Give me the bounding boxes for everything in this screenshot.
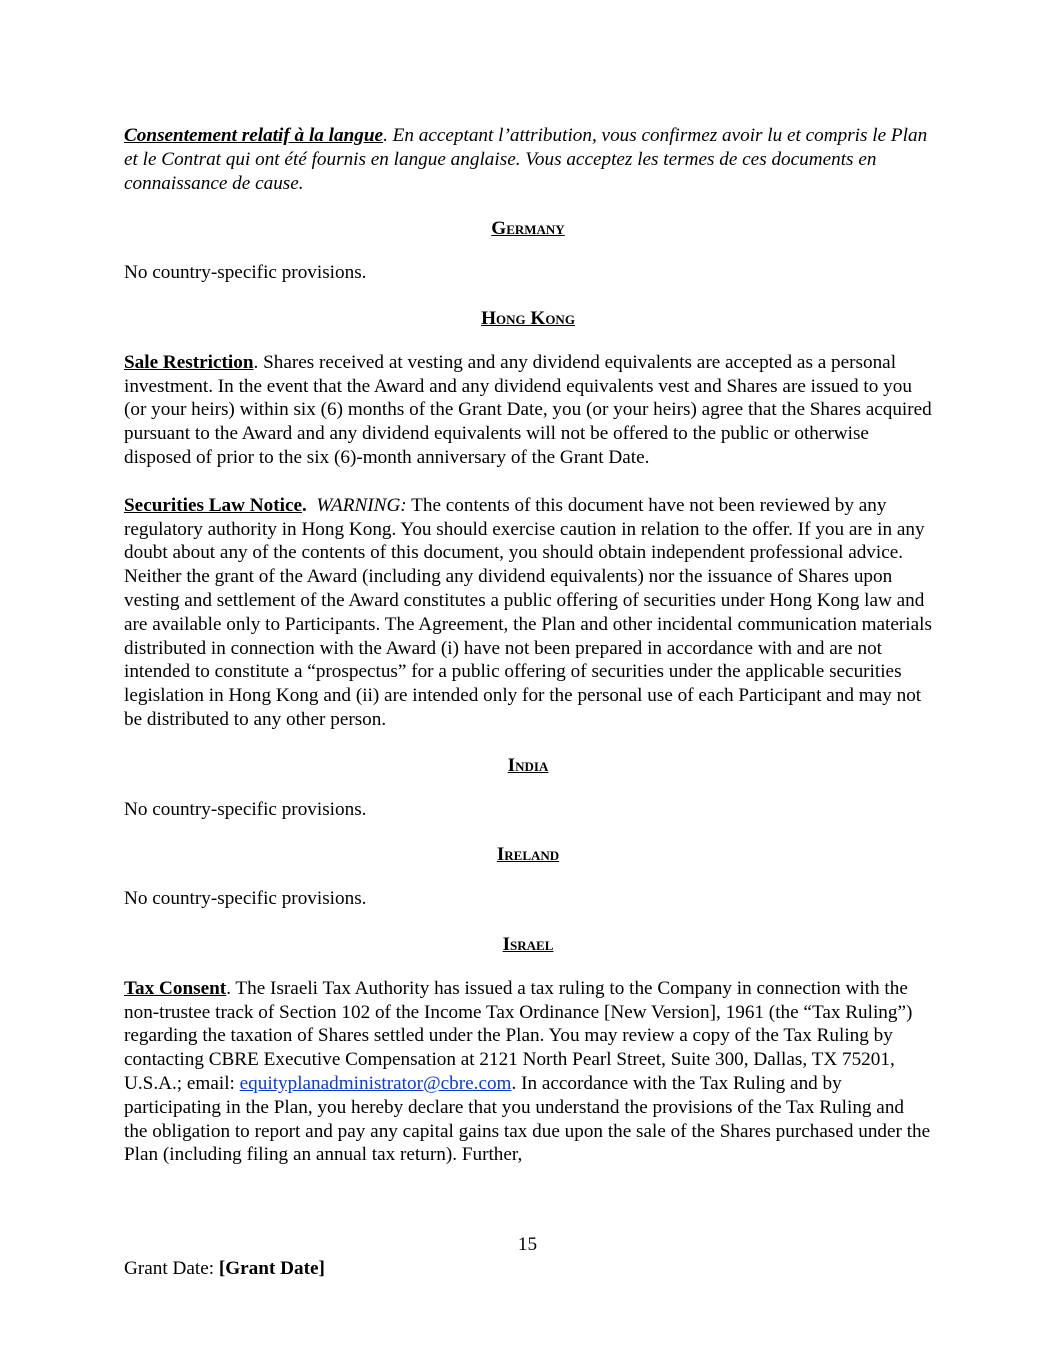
securities-law-notice-paragraph <box>124 494 932 732</box>
tax-consent-heading: Tax Consent <box>124 977 227 999</box>
page-number: 15 <box>517 1234 538 1255</box>
india-text: No country-specific provisions. <box>124 798 367 820</box>
section-heading-israel: Israel <box>502 933 554 955</box>
language-consent-heading: Consentement relatif à la langue <box>124 125 384 146</box>
tax-consent-paragraph <box>124 977 932 1167</box>
ireland-text: No country-specific provisions. <box>124 888 367 910</box>
section-heading-hong-kong: Hong Kong <box>481 307 575 329</box>
email-link[interactable]: equityplanadministrator@cbre.com <box>239 1072 512 1094</box>
sale-restriction-text: . Shares received at vesting and any dividend equivalents are accepted as a personal investment. In the event that the Award and any dividend equivalents vest and Shares are issued to you (or your heirs) within six (6) months of the Grant Date, you (or your heirs) agree that the Shares acquired pursuant to the Award and any dividend equivalents will not be offered to the public or otherwise disposed of prior to the six (6)-month anniversary of the Grant Date. <box>124 351 932 468</box>
language-consent-paragraph <box>124 124 932 195</box>
securities-law-notice-text: The contents of this document have not been reviewed by any regulatory authority in Hong Kong. You should exercise caution in relation to the offer. If you are in any doubt about any of the contents of this document, you should obtain independent professional advice. Neither the grant of the Award (including any dividend equivalents) nor the issuance of Shares upon vesting and settlement of the Award constitutes a public offering of securities under Hong Kong law and are available only to Participants. The Agreement, the Plan and other incidental communication materials distributed in connection with the Award (i) have not been prepared in accordance with and are not intended to constitute a “prospectus” for a public offering of securities under the applicable securities legislation in Hong Kong and (ii) are intended only for the personal use of each Participant and may not be distributed to any other person. <box>124 494 932 730</box>
sale-restriction-paragraph <box>124 351 932 470</box>
securities-law-notice-heading: Securities Law Notice <box>124 494 302 516</box>
document-page <box>124 124 932 1167</box>
section-heading-ireland: Ireland <box>496 844 560 866</box>
sale-restriction-heading: Sale Restriction <box>124 351 254 373</box>
language-consent-text: . En acceptant l’attribution, vous confirmez avoir lu et compris le Plan et le Contrat qui ont été fournis en langue anglaise. Vous acceptez les termes de ces documents en connaissance de cause. <box>124 125 928 194</box>
tax-consent-text-before: . The Israeli Tax Authority has issued a tax ruling to the Company in connection with the non-trustee track of Section 102 of the Income Tax Ordinance [New Version], 1961 (the “Tax Ruling”) regarding the taxation of Shares settled under the Plan. You may review a copy of the Tax Ruling by contacting CBRE Executive Compensation at 2121 North Pearl Street, Suite 300, Dallas, TX 75201, U.S.A.; email: <box>124 977 913 1094</box>
section-heading-germany: Germany <box>491 218 565 240</box>
section-heading-india: India <box>507 754 549 776</box>
tax-consent-text-after: . In accordance with the Tax Ruling and by participating in the Plan, you hereby declare that you understand the provisions of the Tax Ruling and the obligation to report and pay any capital gains tax due upon the sale of the Shares purchased under the Plan (including filing an annual tax return). Further, <box>124 1072 931 1166</box>
grant-date-value: [Grant Date] <box>218 1258 325 1279</box>
grant-date-footer <box>124 1257 325 1281</box>
grant-date-label: Grant Date: <box>124 1258 219 1279</box>
germany-text: No country-specific provisions. <box>124 262 367 284</box>
securities-law-notice-dot: . <box>301 494 307 516</box>
securities-law-notice-warning: WARNING: <box>316 494 407 516</box>
